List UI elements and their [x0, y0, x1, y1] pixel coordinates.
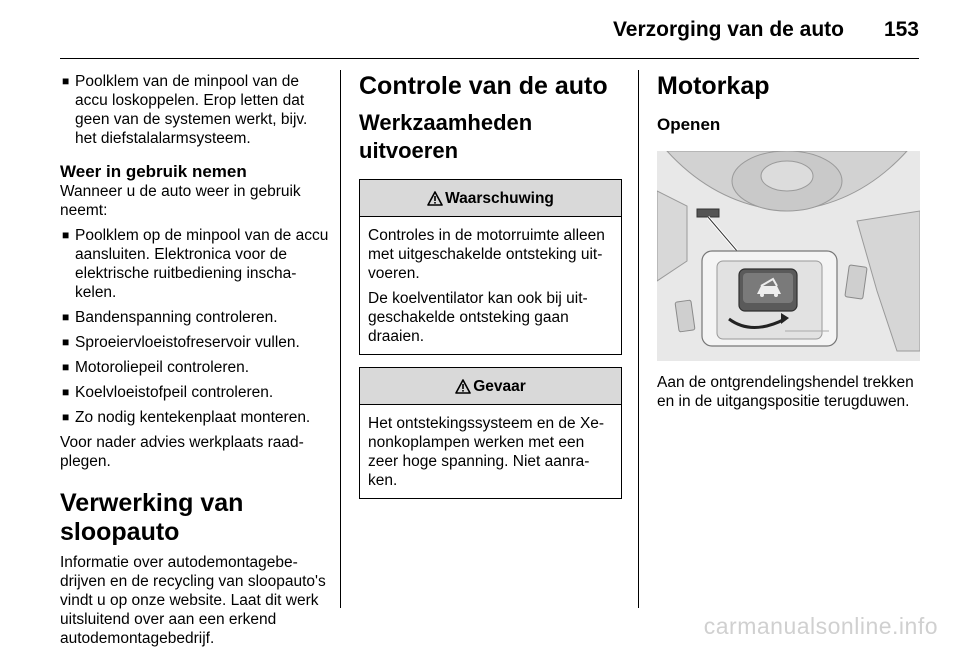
- square-bullet-icon: ■: [62, 74, 70, 88]
- column-right: [657, 72, 922, 417]
- section-outro: Voor nader advies werkplaats raadplegen.: [60, 434, 304, 470]
- page-number: 153: [883, 18, 919, 41]
- square-bullet-icon: ■: [62, 335, 70, 349]
- list-item: ■ Poolklem op de minpool van de accu aansluiten. Elektronica voor de elektrische ruitbediening inschakelen.: [62, 227, 329, 301]
- square-bullet-icon: ■: [62, 310, 70, 324]
- square-bullet-icon: ■: [62, 385, 70, 399]
- danger-paragraph: Het ontstekingssysteem en de Xenonkoplampen werken met een zeer hoge spanning. Niet aanraken.: [368, 415, 605, 489]
- list-item: ■ Koelvloeistofpeil controleren.: [62, 384, 274, 401]
- column-divider-right: [638, 70, 639, 608]
- running-header-title: Verzorging van de auto: [612, 18, 844, 41]
- page-header: [0, 0, 960, 60]
- main-heading: Controle van de auto: [359, 72, 608, 100]
- square-bullet-icon: ■: [62, 360, 70, 374]
- list-item: ■ Zo nodig kentekenplaat monteren.: [62, 409, 311, 426]
- main-heading: Motorkap: [657, 72, 770, 100]
- sub-heading: Openen: [657, 115, 721, 134]
- warning-body: [360, 217, 621, 354]
- sub-heading: Werkzaamheden uitvoeren: [359, 110, 533, 163]
- column-left: [60, 72, 332, 654]
- danger-title: Gevaar: [473, 377, 526, 395]
- warning-triangle-icon: [427, 191, 443, 206]
- danger-box: [359, 367, 622, 499]
- warning-box: [359, 179, 622, 355]
- watermark: carmanualsonline.info: [703, 613, 938, 639]
- warning-triangle-icon: [455, 379, 471, 394]
- danger-box-header: [360, 368, 621, 405]
- hood-release-illustration: [657, 151, 920, 361]
- warning-paragraph: Controles in de motorruimte alleen met uitgeschakelde ontsteking uitvoeren.: [368, 227, 605, 282]
- square-bullet-icon: ■: [62, 228, 70, 242]
- list-item: ■ Motoroliepeil controleren.: [62, 359, 250, 376]
- list-item: ■ Sproeiervloeistofreservoir vullen.: [62, 334, 300, 351]
- column-divider-left: [340, 70, 341, 608]
- list-item: ■ Bandenspanning controleren.: [62, 309, 278, 326]
- warning-paragraph: De koelventilator kan ook bij uitgeschakelde ontsteking gaan draaien.: [368, 290, 588, 345]
- warning-title: Waarschuwing: [445, 189, 554, 207]
- list-item: ■ Poolklem van de minpool van de accu loskoppelen. Erop letten dat geen van de systemen werkt, bijv. het diefstalalarmsysteem.: [62, 73, 308, 147]
- danger-body: [360, 405, 621, 498]
- section-intro: Wanneer u de auto weer in gebruik neemt:: [60, 183, 301, 219]
- column-middle: [359, 72, 622, 499]
- figure-caption: Aan de ontgrendelingshendel trekken en in de uitgangspositie terugduwen.: [657, 374, 914, 410]
- main-text: Informatie over autodemontagebedrijven en de recycling van sloopauto's vindt u op onze website. Laat dit werk uitsluitend over aan een erkend autodemontagebedrijf.: [60, 554, 326, 647]
- main-heading: Verwerking van sloopauto: [60, 489, 244, 546]
- section-heading: Weer in gebruik nemen: [60, 162, 247, 181]
- header-rule: [60, 58, 919, 59]
- square-bullet-icon: ■: [62, 410, 70, 424]
- warning-box-header: [360, 180, 621, 217]
